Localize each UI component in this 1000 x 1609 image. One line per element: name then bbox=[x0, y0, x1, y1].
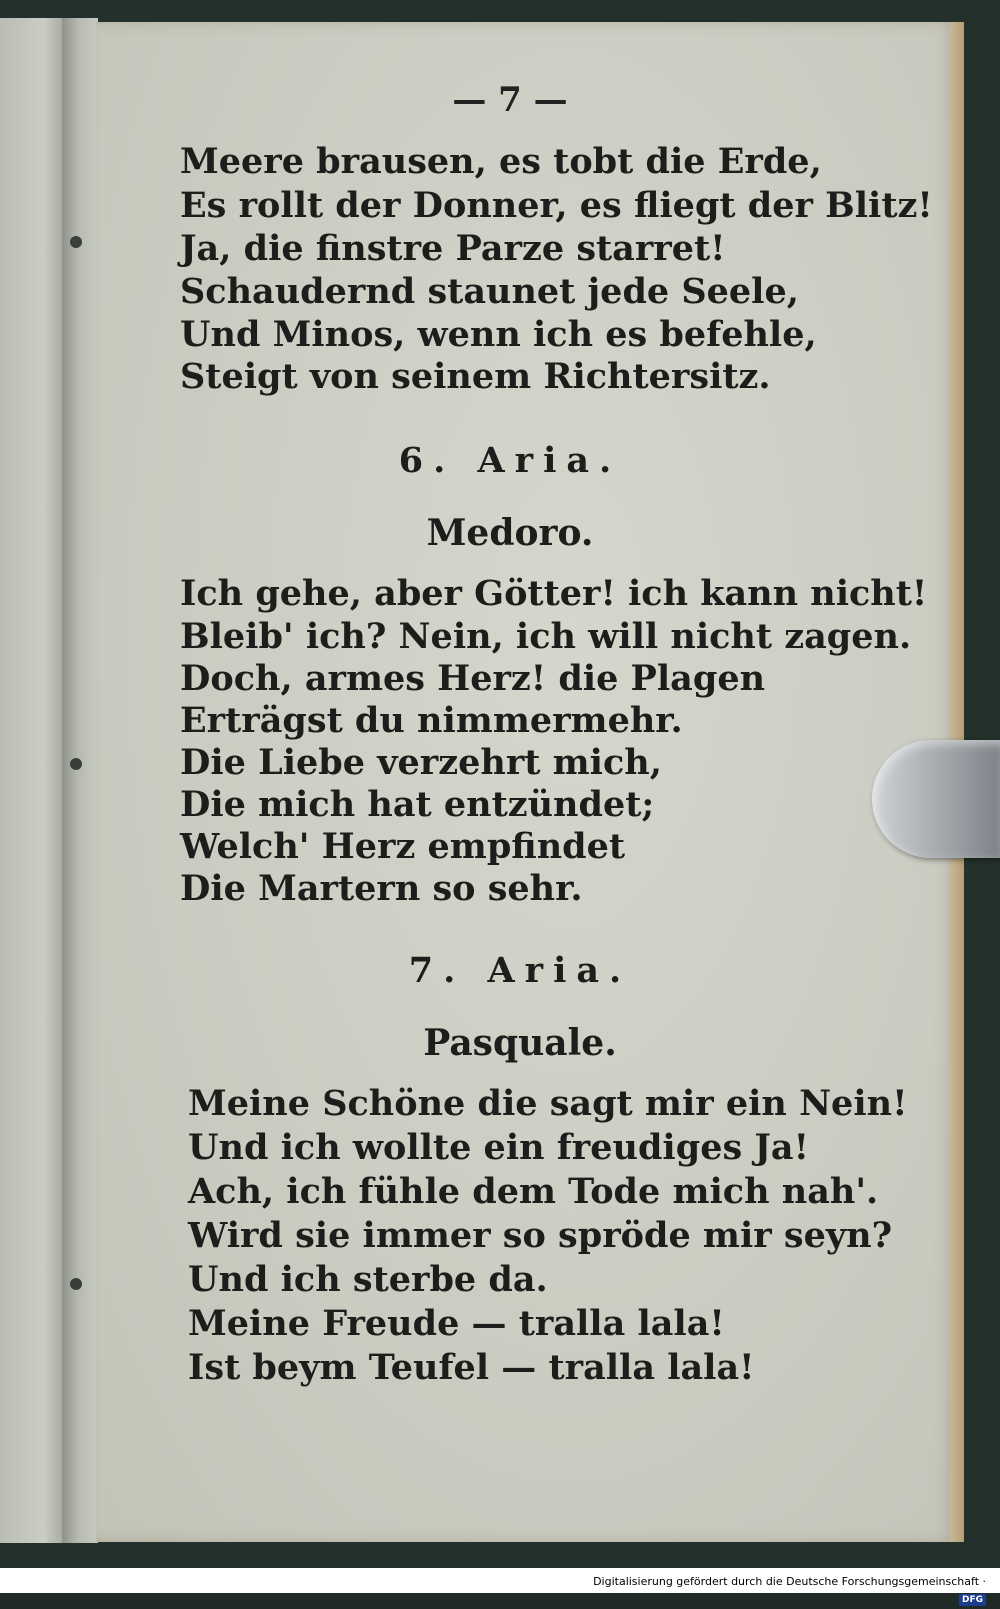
verse-line: Wird sie immer so spröde mir seyn? bbox=[188, 1215, 893, 1256]
digitization-credit bbox=[590, 1573, 990, 1605]
verse-line: Ja, die finstre Parze starret! bbox=[180, 228, 726, 269]
binding-stitch bbox=[70, 236, 82, 248]
verse-line: Bleib' ich? Nein, ich will nicht zagen. bbox=[180, 616, 912, 657]
verse-line: Steigt von seinem Richtersitz. bbox=[180, 356, 771, 397]
verse-line: Und ich wollte ein freudiges Ja! bbox=[188, 1127, 809, 1168]
verse-line: Die mich hat entzündet; bbox=[180, 784, 655, 825]
aria-7-character: Pasquale. bbox=[423, 1022, 617, 1064]
verse-line: Die Martern so sehr. bbox=[180, 868, 583, 909]
verse-line: Meine Freude — tralla lala! bbox=[188, 1303, 725, 1344]
credit-text: Digitalisierung gefördert durch die Deutsche Forschungsgemeinschaft · bbox=[593, 1575, 986, 1588]
verse-line: Ich gehe, aber Götter! ich kann nicht! bbox=[180, 573, 928, 614]
verse-line: Ist beym Teufel — tralla lala! bbox=[188, 1347, 755, 1388]
verse-line: Ach, ich fühle dem Tode mich nah'. bbox=[188, 1171, 879, 1212]
verse-line: Erträgst du nimmermehr. bbox=[180, 700, 683, 741]
page-number: — 7 — bbox=[452, 80, 568, 120]
verse-line: Meere brausen, es tobt die Erde, bbox=[180, 141, 822, 182]
binding-stitch bbox=[70, 1278, 82, 1290]
verse-line: Es rollt der Donner, es fliegt der Blitz! bbox=[180, 185, 933, 226]
aria-6-heading: 6. Aria. bbox=[398, 440, 622, 481]
verse-line: Die Liebe verzehrt mich, bbox=[180, 742, 662, 783]
facing-page-edge bbox=[0, 18, 62, 1543]
verse-line: Schaudernd staunet jede Seele, bbox=[180, 271, 799, 312]
verse-line: Und Minos, wenn ich es befehle, bbox=[180, 314, 817, 355]
verse-line: Welch' Herz empfindet bbox=[180, 826, 626, 867]
dfg-logo: DFG bbox=[959, 1594, 986, 1606]
aria-7-heading: 7. Aria. bbox=[408, 950, 632, 991]
book-gutter bbox=[62, 18, 98, 1543]
verse-line: Doch, armes Herz! die Plagen bbox=[180, 658, 766, 699]
aria-6-character: Medoro. bbox=[426, 512, 594, 554]
verse-line: Und ich sterbe da. bbox=[188, 1259, 548, 1300]
verse-line: Meine Schöne die sagt mir ein Nein! bbox=[188, 1083, 908, 1124]
binding-stitch bbox=[70, 758, 82, 770]
book-clip-tab bbox=[872, 740, 1000, 858]
